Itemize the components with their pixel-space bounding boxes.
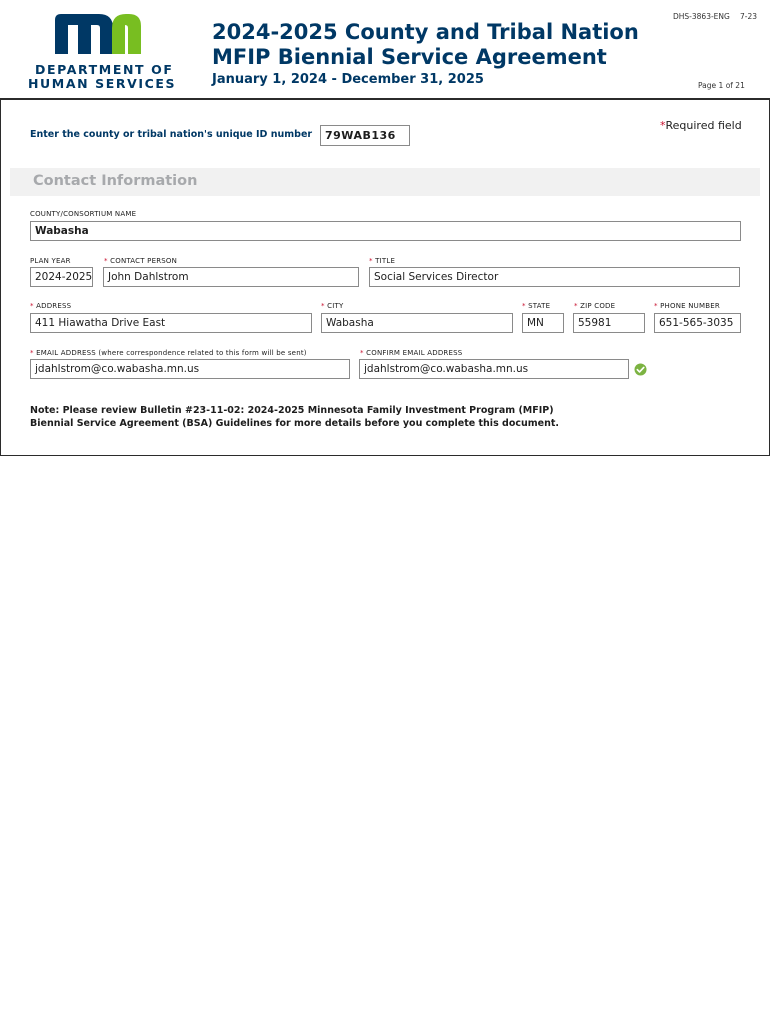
required-star: *	[104, 257, 108, 265]
required-star: *	[654, 302, 658, 310]
contact-person-input[interactable]: John Dahlstrom	[103, 267, 359, 287]
required-star: *	[660, 119, 666, 132]
required-star: *	[321, 302, 325, 310]
address-label-text: ADDRESS	[36, 302, 72, 310]
bulletin-note	[30, 404, 590, 430]
state-label	[522, 302, 550, 310]
zip-label	[574, 302, 615, 310]
zip-input[interactable]: 55981	[573, 313, 645, 333]
form-revision: 7-23	[740, 12, 758, 21]
form-title-line2: MFIP Biennial Service Agreement	[212, 45, 607, 69]
bulletin-note-line2: Biennial Service Agreement (BSA) Guidelines for more details before you complete this document.	[30, 418, 560, 429]
contact-person-label-text: CONTACT PERSON	[110, 257, 178, 265]
confirm-email-input[interactable]: jdahlstrom@co.wabasha.mn.us	[359, 359, 629, 379]
title-label	[369, 257, 395, 265]
logo-text-human-services: HUMAN SERVICES	[28, 76, 177, 91]
email-label-text: EMAIL ADDRESS (where correspondence related to this form will be sent)	[36, 349, 307, 357]
date-range: January 1, 2024 - December 31, 2025	[212, 72, 484, 87]
address-label	[30, 302, 71, 310]
required-field-text: Required field	[665, 119, 742, 132]
state-input[interactable]: MN	[522, 313, 564, 333]
required-field-note	[660, 119, 742, 132]
title-label-text: TITLE	[375, 257, 396, 265]
required-star: *	[369, 257, 373, 265]
form-number: DHS-3863-ENG	[673, 12, 730, 21]
required-star: *	[522, 302, 526, 310]
email-input[interactable]: jdahlstrom@co.wabasha.mn.us	[30, 359, 350, 379]
confirm-email-label	[360, 349, 462, 357]
state-label-text: STATE	[528, 302, 551, 310]
unique-id-label: Enter the county or tribal nation's unique ID number	[30, 129, 313, 140]
title-input[interactable]: Social Services Director	[369, 267, 740, 287]
city-input[interactable]: Wabasha	[321, 313, 513, 333]
form-title-line1: 2024-2025 County and Tribal Nation	[212, 20, 639, 44]
dhs-logo	[28, 14, 177, 92]
plan-year-label: PLAN YEAR	[30, 257, 71, 265]
plan-year-input[interactable]: 2024-2025	[30, 267, 93, 287]
page-indicator: Page 1 of 21	[698, 81, 745, 90]
section-title: Contact Information	[33, 173, 198, 189]
contact-person-label	[104, 257, 177, 265]
address-input[interactable]: 411 Hiawatha Drive East	[30, 313, 312, 333]
city-label	[321, 302, 343, 310]
zip-label-text: ZIP CODE	[580, 302, 616, 310]
check-circle-icon	[634, 363, 647, 376]
form-header	[0, 0, 770, 100]
required-star: *	[30, 349, 34, 357]
mn-logo-icon	[55, 14, 143, 54]
confirm-email-label-text: CONFIRM EMAIL ADDRESS	[366, 349, 463, 357]
bulletin-note-line1: Note: Please review Bulletin #23-11-02: 2024-2025 Minnesota Family Investment Program (MFIP)	[30, 405, 554, 416]
phone-label	[654, 302, 720, 310]
phone-label-text: PHONE NUMBER	[660, 302, 720, 310]
required-star: *	[574, 302, 578, 310]
county-input[interactable]: Wabasha	[30, 221, 741, 241]
required-star: *	[30, 302, 34, 310]
city-label-text: CITY	[327, 302, 344, 310]
required-star: *	[360, 349, 364, 357]
logo-text-department: DEPARTMENT OF	[35, 62, 174, 77]
unique-id-input[interactable]: 79WAB136	[320, 125, 410, 146]
email-label	[30, 349, 307, 357]
county-label: COUNTY/CONSORTIUM NAME	[30, 210, 137, 218]
phone-input[interactable]: 651-565-3035	[654, 313, 741, 333]
